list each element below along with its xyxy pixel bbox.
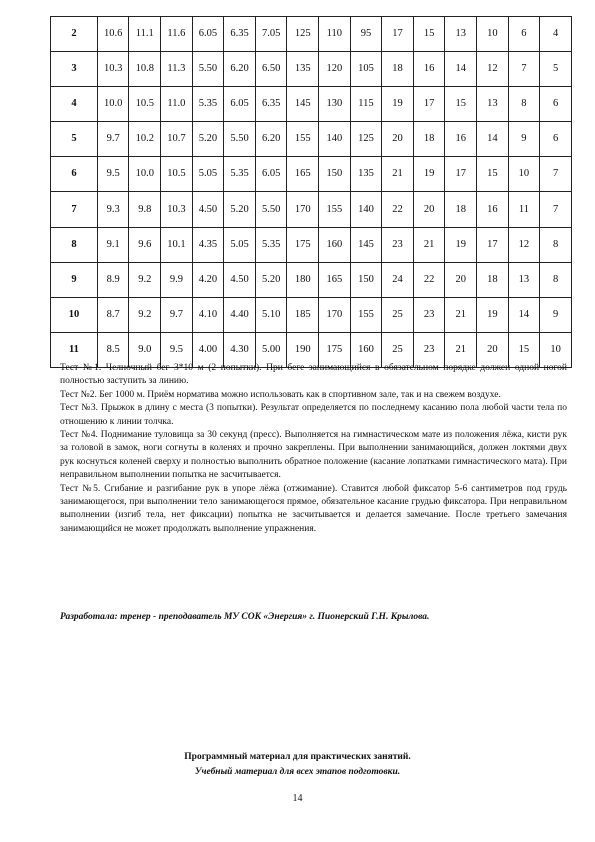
table-cell: 11.1 (129, 17, 161, 52)
tests-description (60, 362, 567, 536)
table-cell: 4 (540, 17, 572, 52)
table-cell: 16 (477, 192, 509, 227)
table-cell: 13 (508, 262, 540, 297)
table-cell: 12 (477, 52, 509, 87)
age-cell: 6 (51, 157, 98, 192)
table-cell: 20 (445, 262, 477, 297)
table-cell: 21 (382, 157, 414, 192)
author-credit: Разработала: тренер - преподаватель МУ СОК «Энергия» г. Пионерский Г.Н. Крылова. (60, 612, 430, 622)
table-cell: 13 (445, 17, 477, 52)
table-cell: 4.50 (192, 192, 224, 227)
table-cell: 4.30 (224, 332, 256, 367)
table-cell: 165 (287, 157, 319, 192)
table-row (51, 262, 572, 297)
table-cell: 10 (508, 157, 540, 192)
table-cell: 5.10 (255, 297, 287, 332)
table-cell: 11 (508, 192, 540, 227)
age-cell: 9 (51, 262, 98, 297)
table-cell: 145 (287, 87, 319, 122)
table-cell: 120 (319, 52, 351, 87)
table-row (51, 17, 572, 52)
table-cell: 9.2 (129, 262, 161, 297)
table-cell: 135 (350, 157, 382, 192)
table-cell: 10.3 (161, 192, 193, 227)
table-cell: 6 (540, 87, 572, 122)
age-cell: 10 (51, 297, 98, 332)
table-cell: 5.35 (224, 157, 256, 192)
table-cell: 4.35 (192, 227, 224, 262)
table-cell: 8.7 (97, 297, 129, 332)
page-number: 14 (292, 793, 303, 804)
test-1-text: Тест №1. Челночный бег 3*10 м (2 попытки). При беге занимающийся в обязательном порядке должен одной ногой полностью заступить за линию. (60, 363, 567, 387)
table-cell: 22 (413, 262, 445, 297)
table-cell: 20 (477, 332, 509, 367)
table-cell: 10.5 (129, 87, 161, 122)
age-cell: 5 (51, 122, 98, 157)
table-cell: 17 (413, 87, 445, 122)
table-cell: 17 (382, 17, 414, 52)
table-cell: 6 (508, 17, 540, 52)
table-cell: 5.50 (255, 192, 287, 227)
table-cell: 5.50 (224, 122, 256, 157)
table-cell: 135 (287, 52, 319, 87)
table-cell: 20 (413, 192, 445, 227)
table-cell: 160 (319, 227, 351, 262)
table-row (51, 122, 572, 157)
table-cell: 10.3 (97, 52, 129, 87)
test-5-text: Тест №5. Сгибание и разгибание рук в упоре лёжа (отжимание). Ставится любой фиксатор 5-6 сантиметров под грудь занимающегося, при выполнении тело занимающегося прямое, обязательное касание грудью фиксатора. При неправильном выполнении (изгиб тела, нет фиксации) попытка не засчитывается и делается замечание. После третьего замечания занимающийся не может продолжать выполнение упражнения. (60, 483, 567, 534)
table-cell: 125 (350, 122, 382, 157)
table-cell: 9 (540, 297, 572, 332)
age-cell: 11 (51, 332, 98, 367)
table-cell: 155 (350, 297, 382, 332)
table-cell: 125 (287, 17, 319, 52)
table-cell: 8 (540, 227, 572, 262)
table-cell: 9.3 (97, 192, 129, 227)
table-cell: 8.9 (97, 262, 129, 297)
table-cell: 10.8 (129, 52, 161, 87)
age-cell: 8 (51, 227, 98, 262)
table-row (51, 297, 572, 332)
table-cell: 170 (319, 297, 351, 332)
table-cell: 10.1 (161, 227, 193, 262)
table-cell: 145 (350, 227, 382, 262)
table-cell: 180 (287, 262, 319, 297)
table-cell: 140 (319, 122, 351, 157)
table-cell: 16 (445, 122, 477, 157)
footer-training-material: Учебный материал для всех этапов подготовки. (194, 767, 401, 777)
table-cell: 4.40 (224, 297, 256, 332)
table-cell: 5.35 (255, 227, 287, 262)
test-4-text: Тест №4. Поднимание туловища за 30 секунд (пресс). Выполняется на гимнастическом мате из положения лёжа, кисти рук за головой в замок, ноги согнуты в коленях и прочно закреплены. При выполнении занимающийся, должен локтями двух рук коснуться коленей сверху и полностью выполнить обратное положение (касание лопатками гимнастического мата). При неправильном выполнении попытка не засчитывается. (60, 430, 567, 481)
table-cell: 7 (508, 52, 540, 87)
table-cell: 19 (382, 87, 414, 122)
table-cell: 7.05 (255, 17, 287, 52)
table-cell: 10 (540, 332, 572, 367)
norms-table (50, 16, 572, 368)
table-cell: 105 (350, 52, 382, 87)
table-cell: 110 (319, 17, 351, 52)
table-cell: 14 (508, 297, 540, 332)
table-row (51, 52, 572, 87)
table-cell: 6 (540, 122, 572, 157)
table-cell: 170 (287, 192, 319, 227)
table-cell: 9.8 (129, 192, 161, 227)
table-cell: 23 (413, 332, 445, 367)
table-cell: 18 (445, 192, 477, 227)
table-cell: 185 (287, 297, 319, 332)
table-cell: 12 (508, 227, 540, 262)
table-cell: 5.05 (192, 157, 224, 192)
table-cell: 13 (477, 87, 509, 122)
table-cell: 150 (350, 262, 382, 297)
table-cell: 9.5 (97, 157, 129, 192)
table-cell: 17 (445, 157, 477, 192)
table-cell: 9.9 (161, 262, 193, 297)
table-cell: 10.0 (129, 157, 161, 192)
table-cell: 19 (477, 297, 509, 332)
table-cell: 8 (540, 262, 572, 297)
table-cell: 6.20 (255, 122, 287, 157)
table-cell: 8.5 (97, 332, 129, 367)
table-cell: 115 (350, 87, 382, 122)
table-cell: 6.05 (192, 17, 224, 52)
test-2-text: Тест №2. Бег 1000 м. Приём норматива можно использовать как в спортивном зале, так и на свежем воздухе. (60, 389, 501, 400)
table-cell: 9 (508, 122, 540, 157)
table-row (51, 157, 572, 192)
table-cell: 5 (540, 52, 572, 87)
table-cell: 5.00 (255, 332, 287, 367)
table-cell: 130 (319, 87, 351, 122)
table-cell: 21 (445, 297, 477, 332)
table-cell: 15 (508, 332, 540, 367)
table-cell: 25 (382, 297, 414, 332)
age-cell: 7 (51, 192, 98, 227)
table-cell: 11.0 (161, 87, 193, 122)
table-cell: 175 (319, 332, 351, 367)
table-cell: 6.05 (224, 87, 256, 122)
table-cell: 21 (445, 332, 477, 367)
test-3-text: Тест №3. Прыжок в длину с места (3 попытки). Результат определяется по последнему касанию пола любой части тела по отношению к линии толчка. (60, 403, 567, 427)
table-cell: 15 (413, 17, 445, 52)
table-cell: 5.05 (224, 227, 256, 262)
table-cell: 9.6 (129, 227, 161, 262)
table-cell: 6.05 (255, 157, 287, 192)
table-cell: 4.10 (192, 297, 224, 332)
table-cell: 10.5 (161, 157, 193, 192)
table-cell: 16 (413, 52, 445, 87)
table-cell: 10.0 (97, 87, 129, 122)
table-cell: 190 (287, 332, 319, 367)
age-cell: 2 (51, 17, 98, 52)
table-cell: 11.3 (161, 52, 193, 87)
table-cell: 23 (413, 297, 445, 332)
footer-program-material: Программный материал для практических занятий. (184, 752, 411, 762)
table-cell: 9.7 (97, 122, 129, 157)
table-cell: 8 (508, 87, 540, 122)
table-cell: 9.1 (97, 227, 129, 262)
table-cell: 165 (319, 262, 351, 297)
table-cell: 5.50 (192, 52, 224, 87)
table-cell: 140 (350, 192, 382, 227)
table-cell: 4.50 (224, 262, 256, 297)
table-cell: 6.20 (224, 52, 256, 87)
table-cell: 160 (350, 332, 382, 367)
table-cell: 7 (540, 157, 572, 192)
table-cell: 10.6 (97, 17, 129, 52)
table-cell: 6.35 (255, 87, 287, 122)
table-cell: 5.20 (192, 122, 224, 157)
table-cell: 15 (445, 87, 477, 122)
table-cell: 5.35 (192, 87, 224, 122)
table-cell: 11.6 (161, 17, 193, 52)
table-cell: 5.20 (224, 192, 256, 227)
table-cell: 9.2 (129, 297, 161, 332)
table-cell: 4.20 (192, 262, 224, 297)
table-cell: 9.7 (161, 297, 193, 332)
table-cell: 4.00 (192, 332, 224, 367)
age-cell: 4 (51, 87, 98, 122)
table-cell: 15 (477, 157, 509, 192)
table-row (51, 227, 572, 262)
table-cell: 9.0 (129, 332, 161, 367)
table-cell: 14 (477, 122, 509, 157)
table-cell: 155 (287, 122, 319, 157)
table-cell: 9.5 (161, 332, 193, 367)
table-cell: 155 (319, 192, 351, 227)
table-cell: 7 (540, 192, 572, 227)
table-cell: 19 (445, 227, 477, 262)
table-row (51, 87, 572, 122)
table-cell: 23 (382, 227, 414, 262)
table-cell: 10 (477, 17, 509, 52)
table-cell: 18 (477, 262, 509, 297)
table-cell: 20 (382, 122, 414, 157)
table-row (51, 192, 572, 227)
table-cell: 17 (477, 227, 509, 262)
table-cell: 10.7 (161, 122, 193, 157)
table-cell: 6.35 (224, 17, 256, 52)
table-cell: 18 (382, 52, 414, 87)
table-cell: 175 (287, 227, 319, 262)
table-cell: 21 (413, 227, 445, 262)
table-cell: 95 (350, 17, 382, 52)
table-cell: 25 (382, 332, 414, 367)
table-cell: 150 (319, 157, 351, 192)
age-cell: 3 (51, 52, 98, 87)
table-cell: 10.2 (129, 122, 161, 157)
table-cell: 18 (413, 122, 445, 157)
table-cell: 6.50 (255, 52, 287, 87)
table-cell: 5.20 (255, 262, 287, 297)
table-cell: 22 (382, 192, 414, 227)
table-cell: 19 (413, 157, 445, 192)
table-cell: 24 (382, 262, 414, 297)
table-cell: 14 (445, 52, 477, 87)
